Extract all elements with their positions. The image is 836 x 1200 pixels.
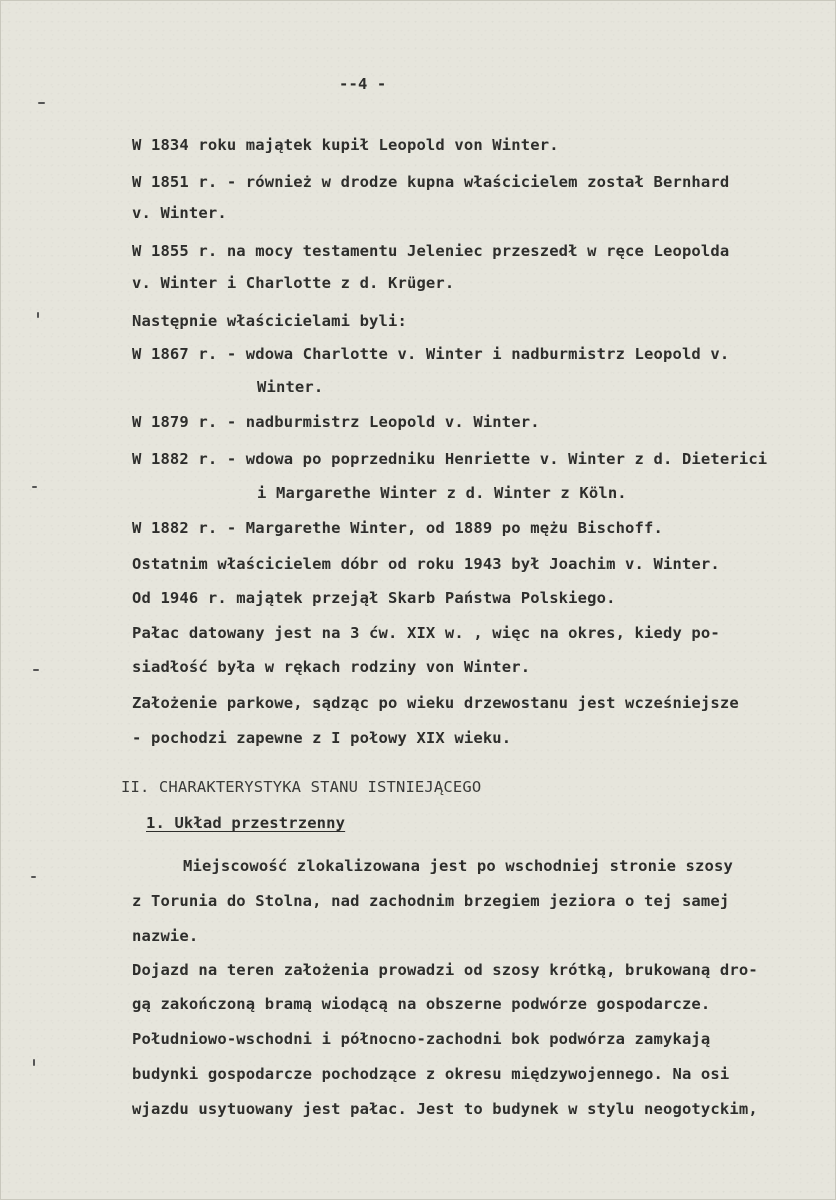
- text-line: z Torunia do Stolna, nad zachodnim brzegiem jeziora o tej samej: [132, 892, 730, 910]
- text-line: W 1882 r. - Margarethe Winter, od 1889 po mężu Bischoff.: [132, 519, 663, 537]
- text-line: Pałac datowany jest na 3 ćw. XIX w. , więc na okres, kiedy po-: [132, 624, 720, 642]
- text-line: Od 1946 r. majątek przejął Skarb Państwa Polskiego.: [132, 589, 616, 607]
- text-line: Założenie parkowe, sądząc po wieku drzewostanu jest wcześniejsze: [132, 694, 739, 712]
- text-line: W 1879 r. - nadburmistrz Leopold v. Winter.: [132, 413, 540, 431]
- text-line: Winter.: [257, 378, 324, 396]
- margin-mark: [37, 312, 39, 318]
- page-number: --4 -: [339, 75, 387, 93]
- text-line: v. Winter.: [132, 204, 227, 222]
- text-line: gą zakończoną bramą wiodącą na obszerne podwórze gospodarcze.: [132, 995, 711, 1013]
- text-line: Dojazd na teren założenia prowadzi od szosy krótką, brukowaną dro-: [132, 961, 758, 979]
- text-line: W 1851 r. - również w drodze kupna właścicielem został Bernhard: [132, 173, 730, 191]
- text-line: Południowo-wschodni i północno-zachodni bok podwórza zamykają: [132, 1030, 711, 1048]
- text-line: wjazdu usytuowany jest pałac. Jest to budynek w stylu neogotyckim,: [132, 1100, 758, 1118]
- text-line: Miejscowość zlokalizowana jest po wschodniej stronie szosy: [183, 857, 733, 875]
- text-line: W 1882 r. - wdowa po poprzedniku Henriette v. Winter z d. Dieterici: [132, 450, 768, 468]
- text-line: v. Winter i Charlotte z d. Krüger.: [132, 274, 455, 292]
- margin-mark: [31, 876, 36, 878]
- text-line: siadłość była w rękach rodziny von Winter.: [132, 658, 531, 676]
- text-line: i Margarethe Winter z d. Winter z Köln.: [257, 484, 627, 502]
- margin-mark: [33, 1059, 35, 1066]
- text-line: W 1867 r. - wdowa Charlotte v. Winter i nadburmistrz Leopold v.: [132, 345, 730, 363]
- margin-mark: [32, 486, 37, 488]
- text-line: Ostatnim właścicielem dóbr od roku 1943 był Joachim v. Winter.: [132, 555, 720, 573]
- text-line: W 1855 r. na mocy testamentu Jeleniec przeszedł w ręce Leopolda: [132, 242, 730, 260]
- section-heading: II. CHARAKTERYSTYKA STANU ISTNIEJĄCEGO: [121, 778, 482, 796]
- text-line: W 1834 roku majątek kupił Leopold von Winter.: [132, 136, 559, 154]
- text-line: budynki gospodarcze pochodzące z okresu międzywojennego. Na osi: [132, 1065, 730, 1083]
- margin-mark: [33, 669, 39, 671]
- margin-mark: [38, 102, 45, 104]
- text-line: - pochodzi zapewne z I połowy XIX wieku.: [132, 729, 512, 747]
- text-line: nazwie.: [132, 927, 199, 945]
- text-line: Następnie właścicielami byli:: [132, 312, 407, 330]
- subsection-heading: 1. Układ przestrzenny: [146, 814, 346, 832]
